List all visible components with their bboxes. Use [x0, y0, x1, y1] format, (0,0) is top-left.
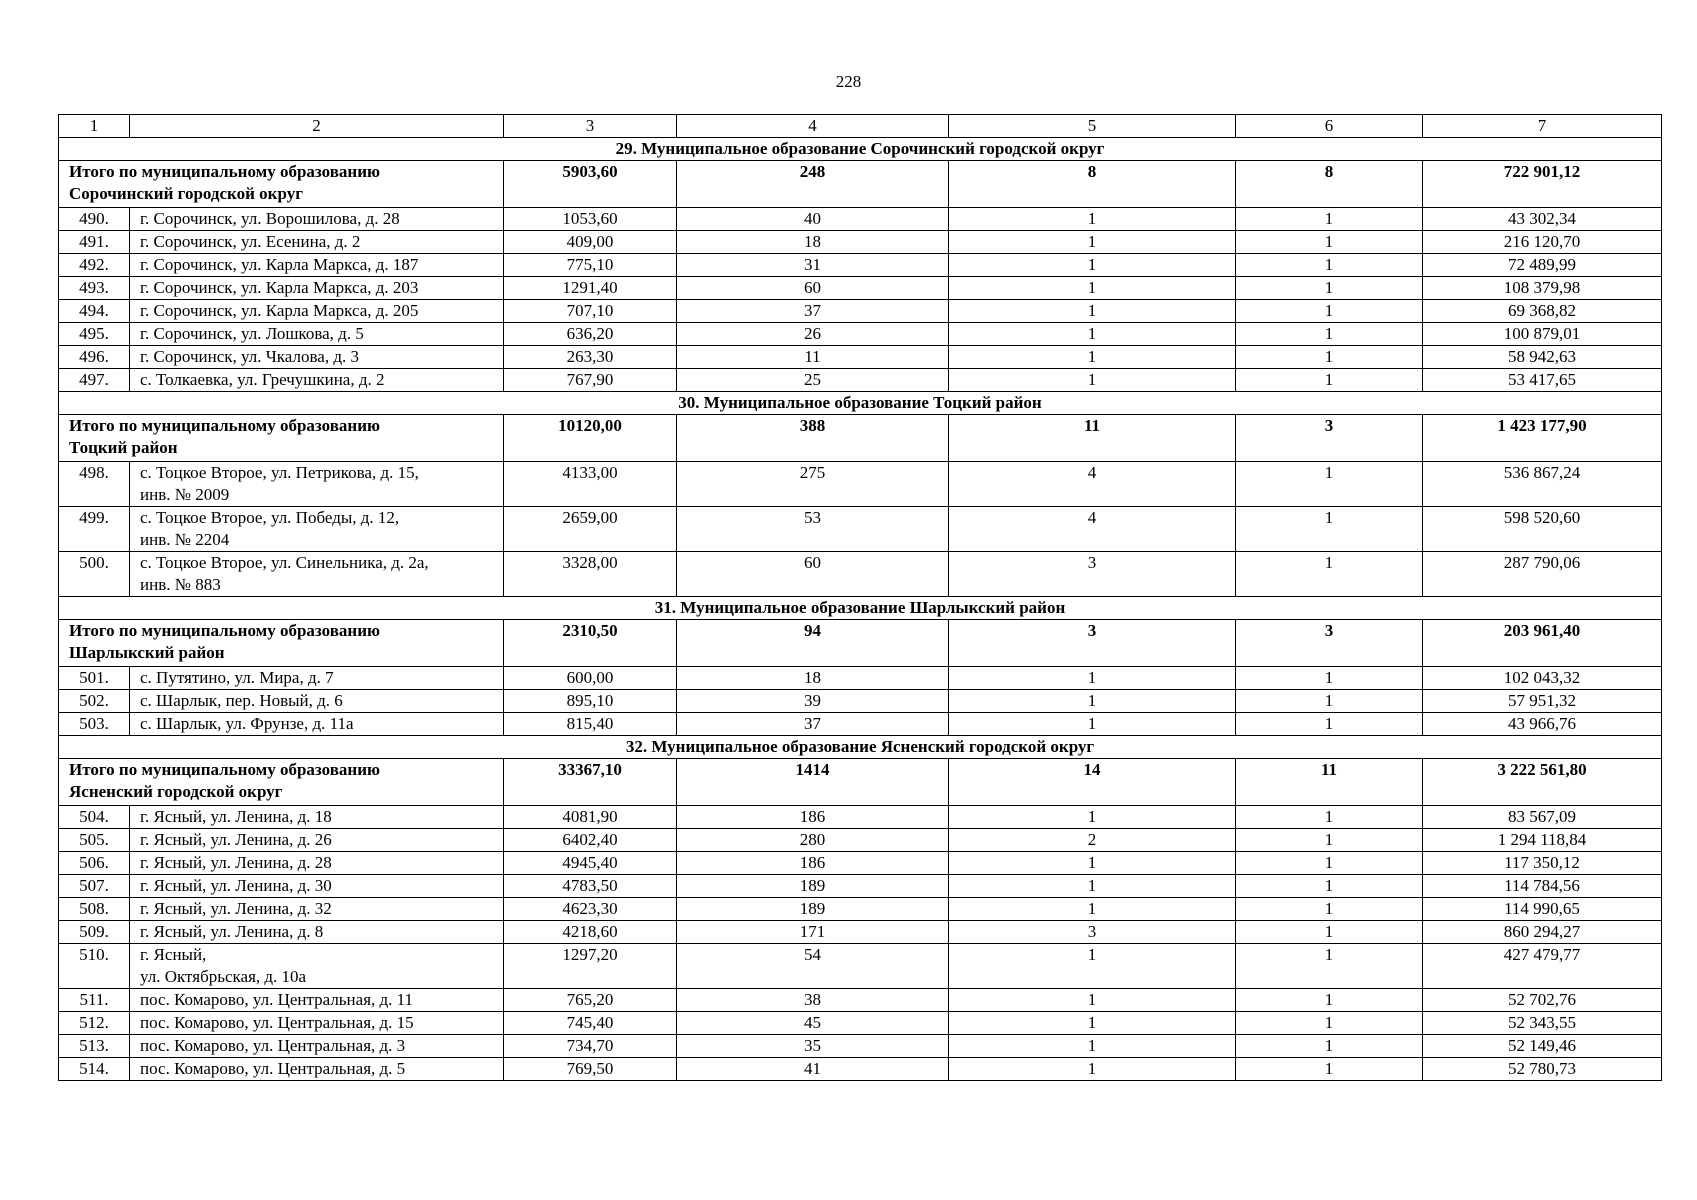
section-header-row — [59, 597, 1662, 620]
table-row — [59, 690, 1662, 713]
address-line: г. Ясный, ул. Ленина, д. 18 — [140, 807, 332, 826]
total-c7: 722 901,12 — [1423, 161, 1662, 208]
table-row — [59, 254, 1662, 277]
row-c5: 1 — [949, 323, 1236, 346]
row-c6: 1 — [1236, 690, 1423, 713]
row-c6: 1 — [1236, 300, 1423, 323]
row-address — [130, 1058, 504, 1081]
row-c4: 41 — [677, 1058, 949, 1081]
total-c6: 11 — [1236, 759, 1423, 806]
total-c4: 248 — [677, 161, 949, 208]
row-number: 510. — [59, 944, 130, 989]
row-address — [130, 462, 504, 507]
table-row — [59, 507, 1662, 552]
row-c5: 1 — [949, 346, 1236, 369]
total-row — [59, 759, 1662, 806]
row-address — [130, 852, 504, 875]
row-c3: 409,00 — [504, 231, 677, 254]
row-c6: 1 — [1236, 552, 1423, 597]
column-number: 5 — [949, 115, 1236, 138]
row-c7: 52 780,73 — [1423, 1058, 1662, 1081]
row-number: 496. — [59, 346, 130, 369]
address-line: г. Сорочинск, ул. Чкалова, д. 3 — [140, 347, 359, 366]
row-c5: 3 — [949, 921, 1236, 944]
row-c7: 57 951,32 — [1423, 690, 1662, 713]
row-c4: 275 — [677, 462, 949, 507]
row-c3: 1297,20 — [504, 944, 677, 989]
row-c7: 427 479,77 — [1423, 944, 1662, 989]
column-number: 4 — [677, 115, 949, 138]
table-row — [59, 208, 1662, 231]
total-label-line: Итого по муниципальному образованию — [69, 760, 380, 779]
row-address — [130, 829, 504, 852]
row-c7: 72 489,99 — [1423, 254, 1662, 277]
row-c6: 1 — [1236, 875, 1423, 898]
address-line: г. Ясный, ул. Ленина, д. 30 — [140, 876, 332, 895]
row-c3: 769,50 — [504, 1058, 677, 1081]
row-c5: 1 — [949, 1012, 1236, 1035]
table-row — [59, 300, 1662, 323]
row-number: 498. — [59, 462, 130, 507]
row-c5: 4 — [949, 462, 1236, 507]
row-c4: 18 — [677, 231, 949, 254]
row-address — [130, 277, 504, 300]
row-address — [130, 989, 504, 1012]
row-address — [130, 507, 504, 552]
row-c7: 69 368,82 — [1423, 300, 1662, 323]
row-c7: 287 790,06 — [1423, 552, 1662, 597]
row-c5: 1 — [949, 277, 1236, 300]
row-c6: 1 — [1236, 323, 1423, 346]
table-row — [59, 713, 1662, 736]
row-c3: 767,90 — [504, 369, 677, 392]
row-c4: 37 — [677, 713, 949, 736]
row-c4: 54 — [677, 944, 949, 989]
total-c7: 3 222 561,80 — [1423, 759, 1662, 806]
row-c3: 4133,00 — [504, 462, 677, 507]
row-address — [130, 1035, 504, 1058]
row-c3: 734,70 — [504, 1035, 677, 1058]
row-c4: 45 — [677, 1012, 949, 1035]
row-c5: 1 — [949, 208, 1236, 231]
row-c3: 1053,60 — [504, 208, 677, 231]
section-title: 32. Муниципальное образование Ясненский городской округ — [59, 736, 1662, 759]
address-line: г. Сорочинск, ул. Карла Маркса, д. 203 — [140, 278, 419, 297]
row-address — [130, 690, 504, 713]
row-c7: 100 879,01 — [1423, 323, 1662, 346]
total-c6: 8 — [1236, 161, 1423, 208]
row-c3: 4218,60 — [504, 921, 677, 944]
row-c7: 117 350,12 — [1423, 852, 1662, 875]
row-c5: 1 — [949, 1058, 1236, 1081]
row-address — [130, 667, 504, 690]
row-address — [130, 231, 504, 254]
row-c6: 1 — [1236, 254, 1423, 277]
total-label-line: Ясненский городской округ — [69, 782, 283, 801]
total-c5: 11 — [949, 415, 1236, 462]
row-number: 512. — [59, 1012, 130, 1035]
table-row — [59, 829, 1662, 852]
address-line: пос. Комарово, ул. Центральная, д. 11 — [140, 990, 414, 1009]
total-c7: 203 961,40 — [1423, 620, 1662, 667]
total-c5: 3 — [949, 620, 1236, 667]
table-row — [59, 944, 1662, 989]
address-line: с. Тоцкое Второе, ул. Синельника, д. 2а, — [140, 553, 429, 572]
address-line: ул. Октябрьская, д. 10а — [140, 967, 307, 986]
address-line: г. Ясный, ул. Ленина, д. 8 — [140, 922, 324, 941]
table-row — [59, 875, 1662, 898]
total-label — [59, 161, 504, 208]
address-line: г. Сорочинск, ул. Лошкова, д. 5 — [140, 324, 364, 343]
address-line: г. Сорочинск, ул. Есенина, д. 2 — [140, 232, 361, 251]
row-address — [130, 208, 504, 231]
row-c6: 1 — [1236, 507, 1423, 552]
row-c3: 6402,40 — [504, 829, 677, 852]
total-c4: 388 — [677, 415, 949, 462]
row-number: 491. — [59, 231, 130, 254]
row-c4: 280 — [677, 829, 949, 852]
row-address — [130, 944, 504, 989]
section-title: 29. Муниципальное образование Сорочинский городской округ — [59, 138, 1662, 161]
row-address — [130, 921, 504, 944]
total-row — [59, 415, 1662, 462]
row-c3: 4945,40 — [504, 852, 677, 875]
table-row — [59, 898, 1662, 921]
row-number: 501. — [59, 667, 130, 690]
address-line: с. Тоцкое Второе, ул. Петрикова, д. 15, — [140, 463, 419, 482]
total-c6: 3 — [1236, 620, 1423, 667]
table-row — [59, 806, 1662, 829]
section-title: 30. Муниципальное образование Тоцкий район — [59, 392, 1662, 415]
row-c6: 1 — [1236, 277, 1423, 300]
total-label-line: Сорочинский городской округ — [69, 184, 303, 203]
address-line: г. Сорочинск, ул. Карла Маркса, д. 205 — [140, 301, 419, 320]
total-row — [59, 161, 1662, 208]
table-row — [59, 346, 1662, 369]
table-body — [59, 115, 1662, 1081]
row-c4: 31 — [677, 254, 949, 277]
row-c7: 52 149,46 — [1423, 1035, 1662, 1058]
total-label — [59, 415, 504, 462]
address-line: г. Ясный, ул. Ленина, д. 26 — [140, 830, 332, 849]
row-c5: 1 — [949, 369, 1236, 392]
row-c3: 2659,00 — [504, 507, 677, 552]
row-number: 499. — [59, 507, 130, 552]
row-number: 505. — [59, 829, 130, 852]
address-line: с. Тоцкое Второе, ул. Победы, д. 12, — [140, 508, 400, 527]
row-c6: 1 — [1236, 1058, 1423, 1081]
row-number: 513. — [59, 1035, 130, 1058]
total-label-line: Шарлыкский район — [69, 643, 225, 662]
row-c6: 1 — [1236, 231, 1423, 254]
row-c3: 4081,90 — [504, 806, 677, 829]
row-c7: 52 343,55 — [1423, 1012, 1662, 1035]
address-line: с. Путятино, ул. Мира, д. 7 — [140, 668, 334, 687]
total-label — [59, 759, 504, 806]
row-c5: 2 — [949, 829, 1236, 852]
row-c3: 263,30 — [504, 346, 677, 369]
row-c4: 37 — [677, 300, 949, 323]
row-c4: 39 — [677, 690, 949, 713]
row-address — [130, 1012, 504, 1035]
row-c7: 102 043,32 — [1423, 667, 1662, 690]
table-row — [59, 1035, 1662, 1058]
row-address — [130, 346, 504, 369]
row-c4: 26 — [677, 323, 949, 346]
row-c7: 216 120,70 — [1423, 231, 1662, 254]
row-c6: 1 — [1236, 208, 1423, 231]
row-c7: 598 520,60 — [1423, 507, 1662, 552]
table-row — [59, 552, 1662, 597]
row-c5: 1 — [949, 989, 1236, 1012]
address-line: г. Сорочинск, ул. Ворошилова, д. 28 — [140, 209, 400, 228]
row-c5: 1 — [949, 690, 1236, 713]
address-line: пос. Комарово, ул. Центральная, д. 3 — [140, 1036, 406, 1055]
table-row — [59, 667, 1662, 690]
total-c7: 1 423 177,90 — [1423, 415, 1662, 462]
table-row — [59, 921, 1662, 944]
section-header-row — [59, 138, 1662, 161]
row-c6: 1 — [1236, 921, 1423, 944]
row-c5: 1 — [949, 1035, 1236, 1058]
total-c5: 14 — [949, 759, 1236, 806]
row-c5: 1 — [949, 875, 1236, 898]
row-c6: 1 — [1236, 806, 1423, 829]
row-address — [130, 898, 504, 921]
row-c3: 600,00 — [504, 667, 677, 690]
row-c7: 83 567,09 — [1423, 806, 1662, 829]
row-number: 506. — [59, 852, 130, 875]
row-c3: 1291,40 — [504, 277, 677, 300]
row-c7: 114 990,65 — [1423, 898, 1662, 921]
row-c6: 1 — [1236, 462, 1423, 507]
row-address — [130, 323, 504, 346]
column-number: 7 — [1423, 115, 1662, 138]
row-c7: 58 942,63 — [1423, 346, 1662, 369]
address-line: пос. Комарово, ул. Центральная, д. 5 — [140, 1059, 406, 1078]
row-c7: 43 966,76 — [1423, 713, 1662, 736]
row-c5: 1 — [949, 806, 1236, 829]
row-c5: 1 — [949, 667, 1236, 690]
row-number: 504. — [59, 806, 130, 829]
row-c6: 1 — [1236, 713, 1423, 736]
address-line: с. Шарлык, пер. Новый, д. 6 — [140, 691, 343, 710]
row-c5: 1 — [949, 713, 1236, 736]
table-row — [59, 277, 1662, 300]
row-number: 494. — [59, 300, 130, 323]
row-address — [130, 875, 504, 898]
row-c3: 765,20 — [504, 989, 677, 1012]
row-c6: 1 — [1236, 898, 1423, 921]
address-line: с. Толкаевка, ул. Гречушкина, д. 2 — [140, 370, 385, 389]
address-line: инв. № 2204 — [140, 530, 230, 549]
table-row — [59, 231, 1662, 254]
row-number: 509. — [59, 921, 130, 944]
row-c4: 189 — [677, 898, 949, 921]
row-c7: 860 294,27 — [1423, 921, 1662, 944]
address-line: г. Ясный, ул. Ленина, д. 32 — [140, 899, 332, 918]
row-number: 502. — [59, 690, 130, 713]
row-c6: 1 — [1236, 944, 1423, 989]
row-c4: 40 — [677, 208, 949, 231]
row-c4: 35 — [677, 1035, 949, 1058]
table-row — [59, 1012, 1662, 1035]
row-c3: 707,10 — [504, 300, 677, 323]
row-c4: 60 — [677, 552, 949, 597]
row-c3: 3328,00 — [504, 552, 677, 597]
table-row — [59, 323, 1662, 346]
row-c3: 636,20 — [504, 323, 677, 346]
row-c6: 1 — [1236, 989, 1423, 1012]
total-label-line: Итого по муниципальному образованию — [69, 162, 380, 181]
address-line: инв. № 2009 — [140, 485, 230, 504]
row-c5: 1 — [949, 231, 1236, 254]
address-line: с. Шарлык, ул. Фрунзе, д. 11а — [140, 714, 354, 733]
row-c4: 171 — [677, 921, 949, 944]
total-c3: 10120,00 — [504, 415, 677, 462]
row-c6: 1 — [1236, 1035, 1423, 1058]
total-c6: 3 — [1236, 415, 1423, 462]
row-c3: 775,10 — [504, 254, 677, 277]
row-number: 497. — [59, 369, 130, 392]
row-number: 507. — [59, 875, 130, 898]
row-c3: 4783,50 — [504, 875, 677, 898]
row-c6: 1 — [1236, 369, 1423, 392]
row-c7: 53 417,65 — [1423, 369, 1662, 392]
row-c3: 895,10 — [504, 690, 677, 713]
address-line: г. Ясный, — [140, 945, 207, 964]
row-c4: 38 — [677, 989, 949, 1012]
row-c6: 1 — [1236, 346, 1423, 369]
row-c3: 745,40 — [504, 1012, 677, 1035]
column-number-row — [59, 115, 1662, 138]
section-header-row — [59, 736, 1662, 759]
total-c3: 33367,10 — [504, 759, 677, 806]
column-number: 2 — [130, 115, 504, 138]
row-c4: 53 — [677, 507, 949, 552]
total-c5: 8 — [949, 161, 1236, 208]
row-c5: 1 — [949, 300, 1236, 323]
row-c4: 60 — [677, 277, 949, 300]
total-c3: 5903,60 — [504, 161, 677, 208]
total-c4: 94 — [677, 620, 949, 667]
row-c4: 189 — [677, 875, 949, 898]
row-address — [130, 806, 504, 829]
column-number: 1 — [59, 115, 130, 138]
section-title: 31. Муниципальное образование Шарлыкский район — [59, 597, 1662, 620]
column-number: 6 — [1236, 115, 1423, 138]
page-number: 228 — [835, 72, 862, 91]
row-c6: 1 — [1236, 829, 1423, 852]
row-c5: 1 — [949, 254, 1236, 277]
row-c6: 1 — [1236, 667, 1423, 690]
row-c6: 1 — [1236, 852, 1423, 875]
row-c7: 114 784,56 — [1423, 875, 1662, 898]
address-line: пос. Комарово, ул. Центральная, д. 15 — [140, 1013, 414, 1032]
row-c4: 186 — [677, 852, 949, 875]
column-number: 3 — [504, 115, 677, 138]
section-header-row — [59, 392, 1662, 415]
address-line: г. Сорочинск, ул. Карла Маркса, д. 187 — [140, 255, 419, 274]
row-number: 493. — [59, 277, 130, 300]
table-row — [59, 369, 1662, 392]
row-c5: 1 — [949, 898, 1236, 921]
total-label-line: Итого по муниципальному образованию — [69, 621, 380, 640]
row-number: 508. — [59, 898, 130, 921]
row-number: 490. — [59, 208, 130, 231]
row-c7: 43 302,34 — [1423, 208, 1662, 231]
row-c4: 25 — [677, 369, 949, 392]
address-line: г. Ясный, ул. Ленина, д. 28 — [140, 853, 332, 872]
row-c6: 1 — [1236, 1012, 1423, 1035]
row-number: 503. — [59, 713, 130, 736]
row-c4: 186 — [677, 806, 949, 829]
row-c7: 536 867,24 — [1423, 462, 1662, 507]
row-c3: 4623,30 — [504, 898, 677, 921]
row-number: 511. — [59, 989, 130, 1012]
row-c7: 52 702,76 — [1423, 989, 1662, 1012]
row-number: 500. — [59, 552, 130, 597]
total-c3: 2310,50 — [504, 620, 677, 667]
total-label — [59, 620, 504, 667]
row-c7: 108 379,98 — [1423, 277, 1662, 300]
row-c4: 18 — [677, 667, 949, 690]
total-label-line: Итого по муниципальному образованию — [69, 416, 380, 435]
row-number: 514. — [59, 1058, 130, 1081]
row-address — [130, 369, 504, 392]
address-line: инв. № 883 — [140, 575, 221, 594]
row-number: 495. — [59, 323, 130, 346]
data-table — [58, 114, 1662, 1081]
table-row — [59, 1058, 1662, 1081]
row-c3: 815,40 — [504, 713, 677, 736]
row-c5: 3 — [949, 552, 1236, 597]
row-c5: 1 — [949, 852, 1236, 875]
row-address — [130, 300, 504, 323]
row-c5: 4 — [949, 507, 1236, 552]
row-address — [130, 713, 504, 736]
row-address — [130, 254, 504, 277]
total-c4: 1414 — [677, 759, 949, 806]
table-row — [59, 989, 1662, 1012]
row-number: 492. — [59, 254, 130, 277]
row-c7: 1 294 118,84 — [1423, 829, 1662, 852]
table-row — [59, 852, 1662, 875]
table-row — [59, 462, 1662, 507]
total-label-line: Тоцкий район — [69, 438, 178, 457]
row-c5: 1 — [949, 944, 1236, 989]
row-address — [130, 552, 504, 597]
row-c4: 11 — [677, 346, 949, 369]
total-row — [59, 620, 1662, 667]
